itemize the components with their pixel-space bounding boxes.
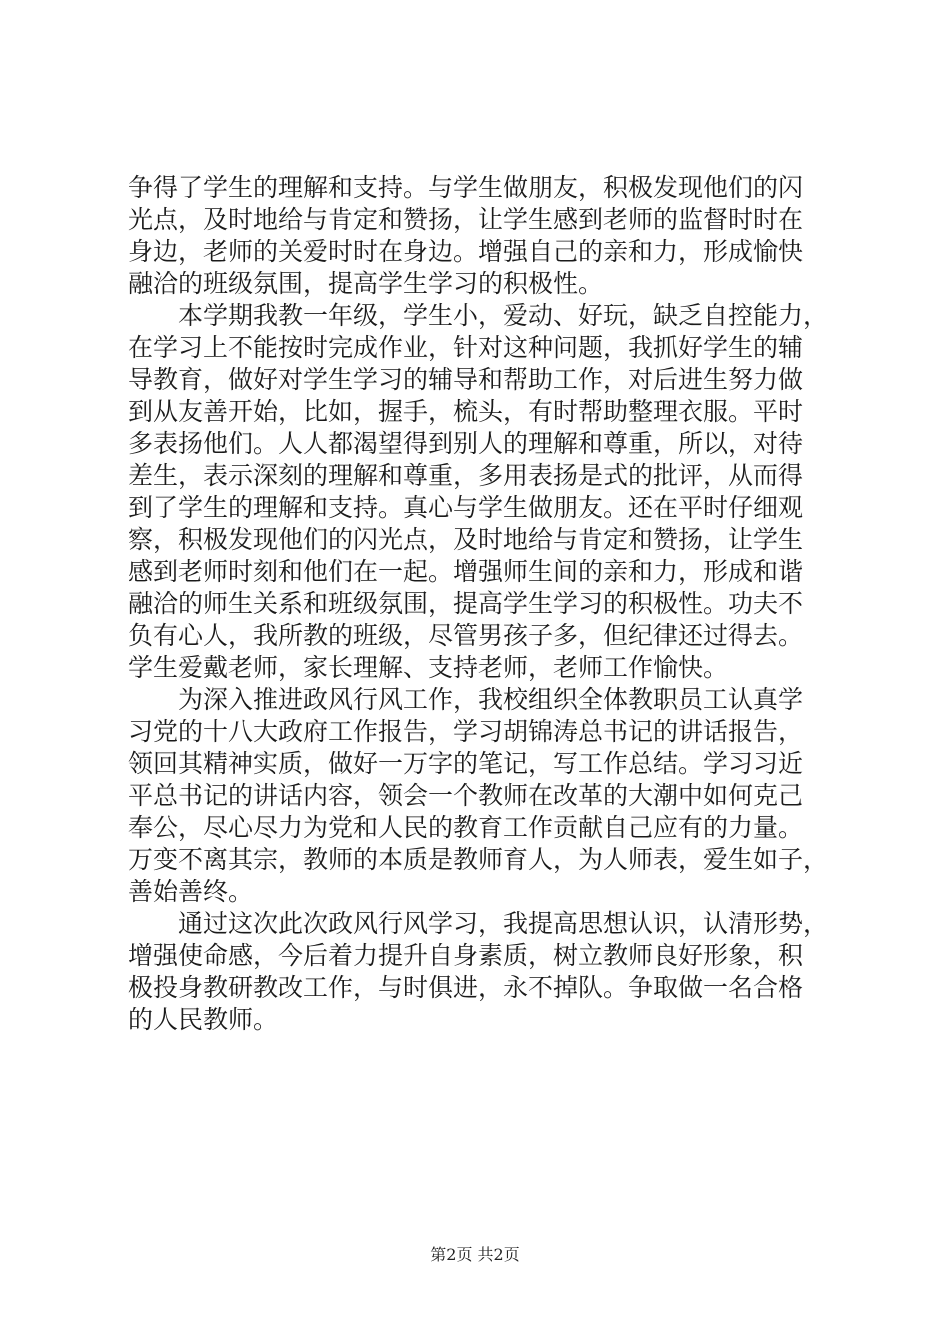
text-line: 争得了学生的理解和支持。与学生做朋友，积极发现他们的闪 — [128, 173, 804, 202]
text-line: 极投身教研教改工作，与时俱进，永不掉队。争取做一名合格 — [128, 973, 804, 1002]
text-line: 到了学生的理解和支持。真心与学生做朋友。还在平时仔细观 — [128, 493, 804, 522]
text-line: 学生爱戴老师，家长理解、支持老师，老师工作愉快。 — [128, 653, 729, 682]
text-line: 平总书记的讲话内容，领会一个教师在改革的大潮中如何克己 — [128, 781, 804, 810]
text-line: 领回其精神实质，做好一万字的笔记，写工作总结。学习习近 — [128, 749, 804, 778]
text-line: 察，积极发现他们的闪光点，及时地给与肯定和赞扬，让学生 — [128, 525, 804, 554]
text-line: 习党的十八大政府工作报告，学习胡锦涛总书记的讲话报告， — [128, 717, 804, 746]
text-line: 在学习上不能按时完成作业，针对这种问题，我抓好学生的辅 — [128, 333, 804, 362]
text-line: 融洽的班级氛围，提高学生学习的积极性。 — [128, 269, 604, 298]
text-line: 为深入推进政风行风工作，我校组织全体教职员工认真学 — [128, 685, 804, 714]
text-line: 的人民教师。 — [128, 1005, 279, 1034]
text-line: 差生，表示深刻的理解和尊重，多用表扬是式的批评，从而得 — [128, 461, 804, 490]
text-line: 通过这次此次政风行风学习，我提高思想认识，认清形势， — [128, 909, 829, 938]
text-line: 导教育，做好对学生学习的辅导和帮助工作，对后进生努力做 — [128, 365, 804, 394]
text-line: 光点，及时地给与肯定和赞扬，让学生感到老师的监督时时在 — [128, 205, 804, 234]
text-line: 感到老师时刻和他们在一起。增强师生间的亲和力，形成和谐 — [128, 557, 804, 586]
text-line: 融洽的师生关系和班级氛围，提高学生学习的积极性。功夫不 — [128, 589, 804, 618]
text-line: 本学期我教一年级，学生小，爱动、好玩，缺乏自控能力， — [128, 301, 829, 330]
text-line: 万变不离其宗，教师的本质是教师育人，为人师表，爱生如子， — [128, 845, 829, 874]
text-line: 善始善终。 — [128, 877, 254, 906]
text-line: 身边，老师的关爱时时在身边。增强自己的亲和力，形成愉快 — [128, 237, 804, 266]
document-body — [128, 172, 832, 1036]
text-line: 多表扬他们。人人都渴望得到别人的理解和尊重，所以，对待 — [128, 429, 804, 458]
text-line: 奉公，尽心尽力为党和人民的教育工作贡献自己应有的力量。 — [128, 813, 804, 842]
page-number-footer: 第2页 共2页 — [430, 1245, 520, 1264]
text-line: 增强使命感，今后着力提升自身素质，树立教师良好形象，积 — [128, 941, 804, 970]
text-line: 负有心人，我所教的班级，尽管男孩子多，但纪律还过得去。 — [128, 621, 804, 650]
text-line: 到从友善开始，比如，握手，梳头，有时帮助整理衣服。平时 — [128, 397, 804, 426]
